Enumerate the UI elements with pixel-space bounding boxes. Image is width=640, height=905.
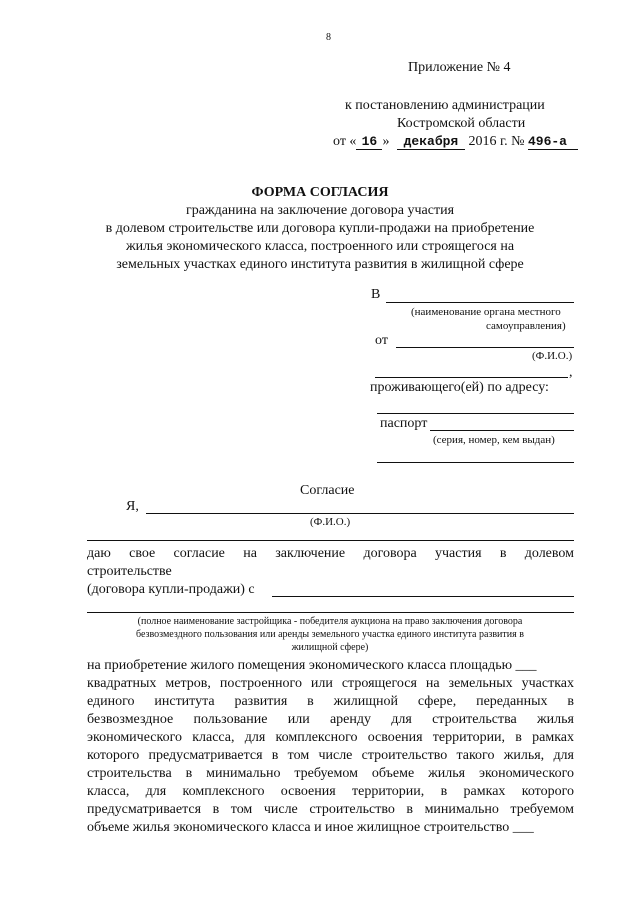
date-year: 2016 г. №	[468, 134, 525, 149]
consent-text-3: (договора купли-продажи) с	[87, 582, 255, 597]
consent-paragraph-line: безвозмездное пользование или аренду для строительства жилья	[87, 712, 574, 727]
passport-field-2[interactable]	[377, 462, 574, 463]
passport-field[interactable]	[430, 430, 574, 431]
date-line	[333, 134, 578, 150]
date-quote: »	[382, 134, 390, 149]
developer-field-2[interactable]	[87, 612, 574, 613]
authority-field[interactable]	[386, 302, 574, 303]
residence-label: проживающего(ей) по адресу:	[370, 380, 549, 395]
page-number: 8	[326, 32, 331, 43]
date-day: 16	[356, 134, 382, 150]
developer-hint-3: жилищной сфере)	[291, 642, 369, 653]
to-label: В	[371, 287, 381, 302]
applicant-fio-field-2[interactable]	[375, 377, 568, 378]
form-subtitle-1: гражданина на заключение договора участия	[185, 203, 455, 218]
consent-paragraph-line: класса, для комплексного освоения территории, в рамках которого	[87, 784, 574, 799]
authority-hint-1: (наименование органа местного	[411, 306, 561, 318]
consent-paragraph-line: которого предусматривается в том числе строительство такого жилья, для	[87, 748, 574, 763]
form-subtitle-2: в долевом строительстве или договора купли-продажи на приобретение	[105, 221, 535, 236]
developer-hint-1: (полное наименование застройщика - победителя аукциона на право заключения договора	[137, 616, 523, 627]
comma: ,	[569, 365, 573, 380]
citizen-fio-field[interactable]	[146, 513, 574, 514]
developer-field[interactable]	[272, 596, 574, 597]
form-subtitle-3: жилья экономического класса, построенного или строящегося на	[125, 239, 515, 254]
consent-paragraph-line: объеме жилья экономического класса и иное жилищное строительство ___	[87, 820, 534, 835]
consent-paragraph-line: на приобретение жилого помещения экономического класса площадью ___	[87, 658, 537, 673]
authority-hint-2: самоуправления)	[486, 320, 566, 332]
consent-paragraph-line: строительства в минимально требуемом объеме жилья экономического	[87, 766, 574, 781]
address-field[interactable]	[377, 413, 574, 414]
passport-label: паспорт	[380, 416, 428, 431]
consent-text-2: строительстве	[87, 564, 172, 579]
from-label: от	[375, 333, 388, 348]
consent-paragraph-line: квадратных метров, построенного или строящегося на земельных участках	[87, 676, 574, 691]
applicant-fio-field[interactable]	[396, 347, 574, 348]
resolution-number: 496-а	[528, 134, 578, 150]
consent-text-1: даю свое согласие на заключение договора участия в долевом	[87, 546, 574, 561]
form-title: ФОРМА СОГЛАСИЯ	[251, 185, 389, 200]
resolution-label: к постановлению администрации	[345, 98, 545, 113]
form-subtitle-4: земельных участках единого института развития в жилищной сфере	[116, 257, 524, 272]
consent-paragraph-line: предусматривается в том числе строительство в минимально требуемом	[87, 802, 574, 817]
region-label: Костромской области	[397, 116, 526, 131]
consent-paragraph-line: экономического класса, для комплексного освоения территории, в рамках	[87, 730, 574, 745]
consent-heading: Согласие	[300, 483, 355, 498]
consent-paragraph-line: единого института развития в жилищной сфере, переданных в	[87, 694, 574, 709]
date-prefix: от «	[333, 134, 357, 149]
passport-hint: (серия, номер, кем выдан)	[433, 434, 555, 446]
appendix-label: Приложение № 4	[408, 60, 511, 75]
developer-hint-2: безвозмездного пользования или аренды земельного участка единого института развития в	[136, 629, 524, 640]
date-month: декабря	[397, 134, 465, 150]
citizen-fio-hint: (Ф.И.О.)	[310, 516, 351, 528]
citizen-fio-field-2[interactable]	[87, 540, 574, 541]
applicant-fio-hint: (Ф.И.О.)	[532, 350, 573, 362]
i-label: Я,	[126, 499, 139, 514]
